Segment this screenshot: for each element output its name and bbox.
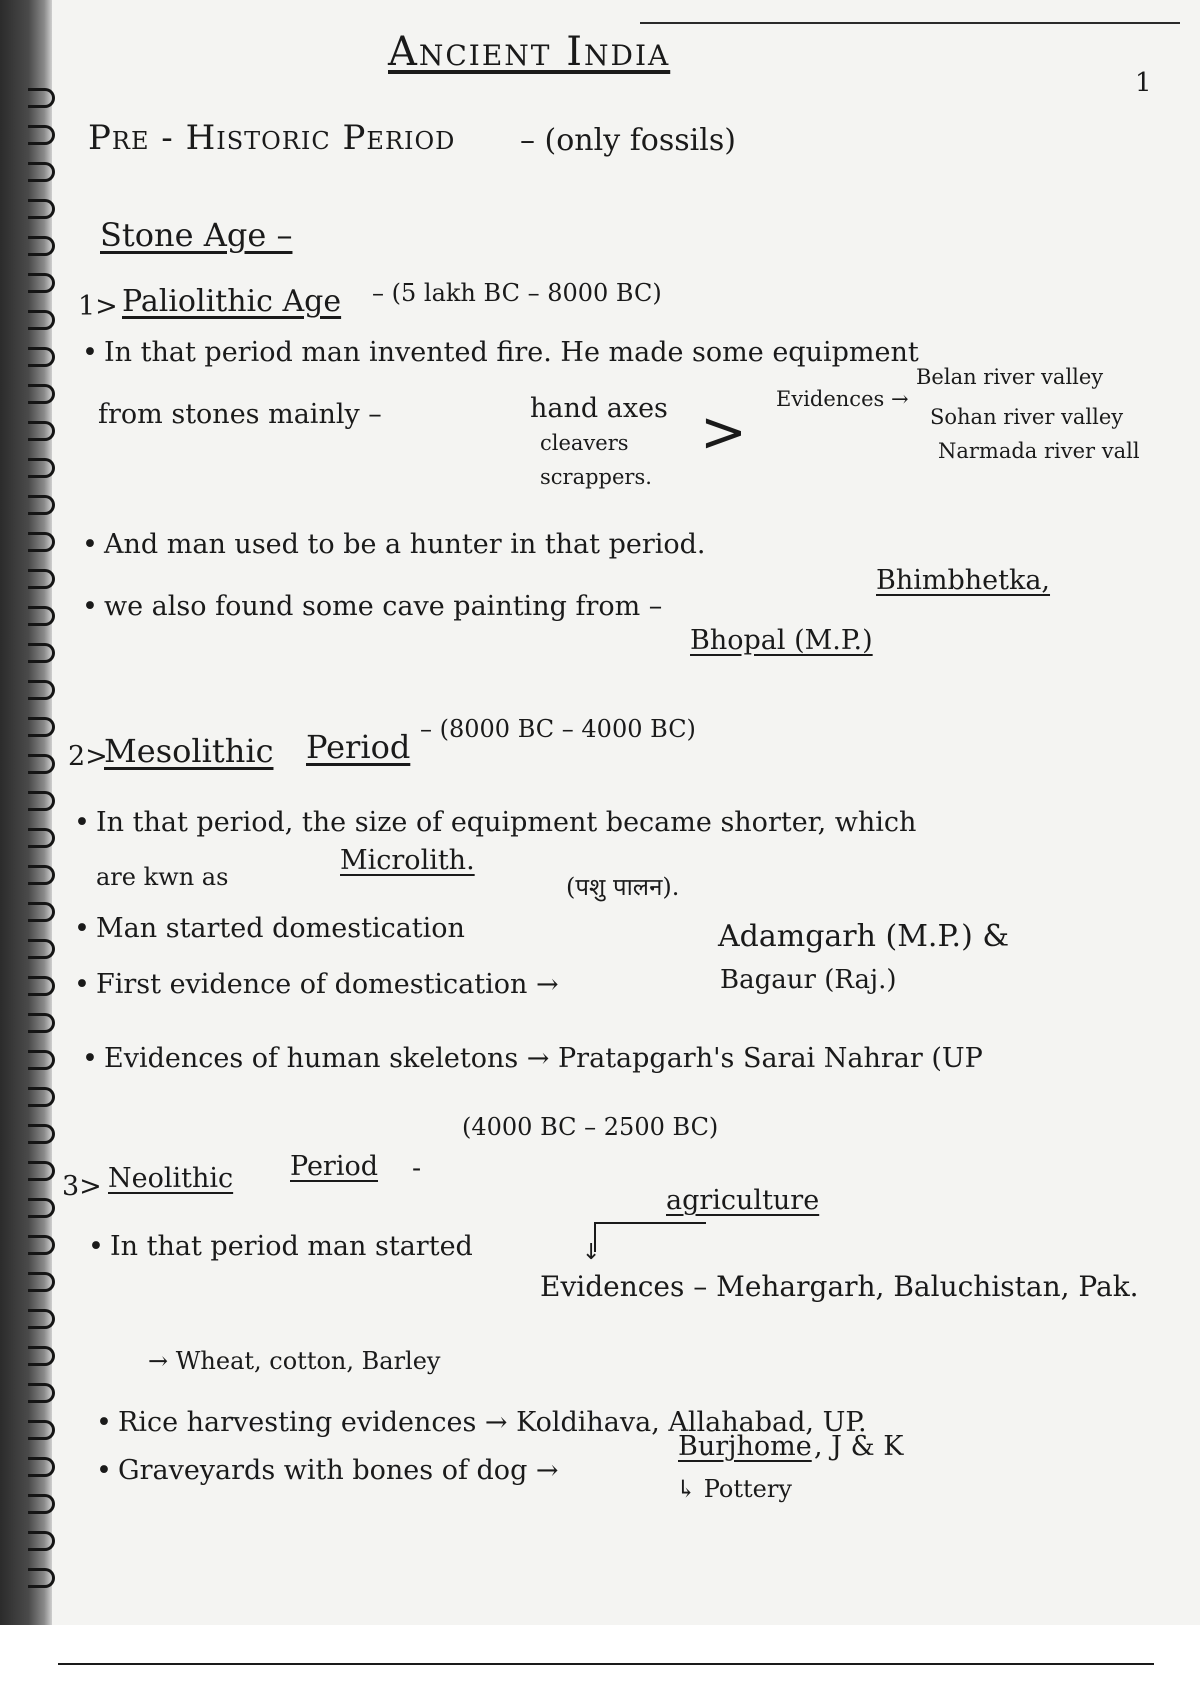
evidence-narmada: Narmada river vall (938, 439, 1140, 463)
first-evidence-line: • First evidence of domestication → (96, 970, 559, 1000)
mesolithic-heading-a: Mesolithic (104, 732, 274, 770)
paleolithic-fire-line: • In that period man invented fire. He made some equipment (104, 338, 919, 368)
binding-ring (28, 1272, 55, 1292)
binding-ring (28, 1198, 55, 1218)
binding-ring (28, 125, 55, 145)
bhopal: Bhopal (M.P.) (690, 625, 873, 656)
binding-ring (28, 421, 55, 441)
binding-ring (28, 1309, 55, 1329)
binding-ring (28, 1494, 55, 1514)
paleolithic-heading: Paliolithic Age (122, 284, 342, 319)
binding-ring (28, 310, 55, 330)
neolithic-heading-a: Neolithic (108, 1163, 234, 1194)
neolithic-dates: (4000 BC – 2500 BC) (462, 1113, 719, 1141)
graveyards-line: • Graveyards with bones of dog → (118, 1456, 559, 1486)
mesolithic-known-as: are kwn as (96, 863, 229, 891)
paleolithic-dates: – (5 lakh BC – 8000 BC) (372, 279, 662, 307)
binding-ring (28, 865, 55, 885)
stone-age-heading: Stone Age – (100, 216, 293, 254)
binding-ring (28, 199, 55, 219)
binding-ring (28, 88, 55, 108)
binding-ring (28, 754, 55, 774)
mesolithic-dates: – (8000 BC – 4000 BC) (420, 715, 696, 743)
binding-ring (28, 1383, 55, 1403)
crops: → Wheat, cotton, Barley (148, 1347, 441, 1375)
binding-ring (28, 791, 55, 811)
pottery: ↳ Pottery (676, 1475, 792, 1503)
binding-ring (28, 273, 55, 293)
page-number: 1 (1135, 68, 1152, 98)
binding-ring (28, 1531, 55, 1551)
evidence-sohan: Sohan river valley (930, 405, 1124, 429)
paleolithic-number: 1> (78, 291, 118, 322)
paleolithic-stones-line: from stones mainly – (98, 399, 382, 430)
binding-ring (28, 1161, 55, 1181)
tool-scrappers: scrappers. (540, 465, 652, 489)
binding-ring (28, 902, 55, 922)
binding-ring (28, 1013, 55, 1033)
binding-ring (28, 1457, 55, 1477)
binding-ring (28, 643, 55, 663)
binding-ring (28, 384, 55, 404)
bottom-rule (58, 1663, 1154, 1665)
site-bagaur: Bagaur (Raj.) (720, 965, 897, 995)
binding-ring (28, 495, 55, 515)
agriculture-line: • In that period man started (110, 1232, 473, 1262)
site-adamgarh: Adamgarh (M.P.) & (718, 919, 1010, 954)
binding-ring (28, 1346, 55, 1366)
period-heading-note: – (only fossils) (520, 123, 736, 158)
binding-ring (28, 828, 55, 848)
microlith: Microlith. (340, 845, 475, 876)
mesolithic-size-line: • In that period, the size of equipment became shorter, which (96, 808, 916, 838)
tool-hand-axes: hand axes (530, 393, 668, 424)
bhimbhetka: Bhimbhetka, (876, 565, 1051, 596)
binding-ring (28, 1050, 55, 1070)
agriculture-evidences: Evidences – Mehargarh, Baluchistan, Pak. (540, 1270, 1139, 1303)
agriculture: agriculture (666, 1185, 820, 1216)
binding-ring (28, 606, 55, 626)
cave-painting-line: • we also found some cave painting from – (104, 592, 662, 622)
skeletons-line: • Evidences of human skeletons → Pratapgarh's Sarai Nahrar (UP (104, 1044, 983, 1074)
burzahom-region: , J & K (814, 1431, 904, 1462)
agriculture-branch (594, 1222, 706, 1252)
binding-ring (28, 680, 55, 700)
hunter-line: • And man used to be a hunter in that period. (104, 530, 706, 560)
down-arrow-icon: ↓ (582, 1240, 601, 1265)
binding-ring (28, 976, 55, 996)
tool-cleavers: cleavers (540, 431, 629, 455)
binding-ring (28, 717, 55, 737)
binding-ring (28, 569, 55, 589)
neolithic-number: 3> (62, 1171, 102, 1202)
neolithic-heading-b: Period (290, 1151, 379, 1182)
binding-ring (28, 1235, 55, 1255)
tools-arrow-icon: > (700, 400, 747, 465)
domestication-line: • Man started domestication (96, 914, 465, 944)
rice-line: • Rice harvesting evidences → Koldihava, Allahabad, UP. (118, 1408, 867, 1438)
period-heading: Pre - Historic Period (88, 118, 456, 158)
binding-ring (28, 1087, 55, 1107)
binding-ring (28, 1568, 55, 1588)
binding-ring (28, 347, 55, 367)
binding-ring (28, 1420, 55, 1440)
neolithic-dash: - (412, 1153, 422, 1184)
evidence-label: Evidences → (776, 387, 909, 411)
binding-ring (28, 458, 55, 478)
burzahom: Burjhome (678, 1431, 812, 1462)
binding-ring (28, 939, 55, 959)
binding-ring (28, 532, 55, 552)
mesolithic-heading-b: Period (306, 728, 411, 766)
mesolithic-number: 2> (68, 741, 108, 772)
evidence-belan: Belan river valley (916, 365, 1104, 389)
page-title: Ancient India (388, 29, 671, 75)
binding-ring (28, 162, 55, 182)
binding-ring (28, 1124, 55, 1144)
domestication-hindi: (पशु पालन). (566, 873, 680, 901)
top-rule (640, 22, 1180, 24)
binding-ring (28, 236, 55, 256)
